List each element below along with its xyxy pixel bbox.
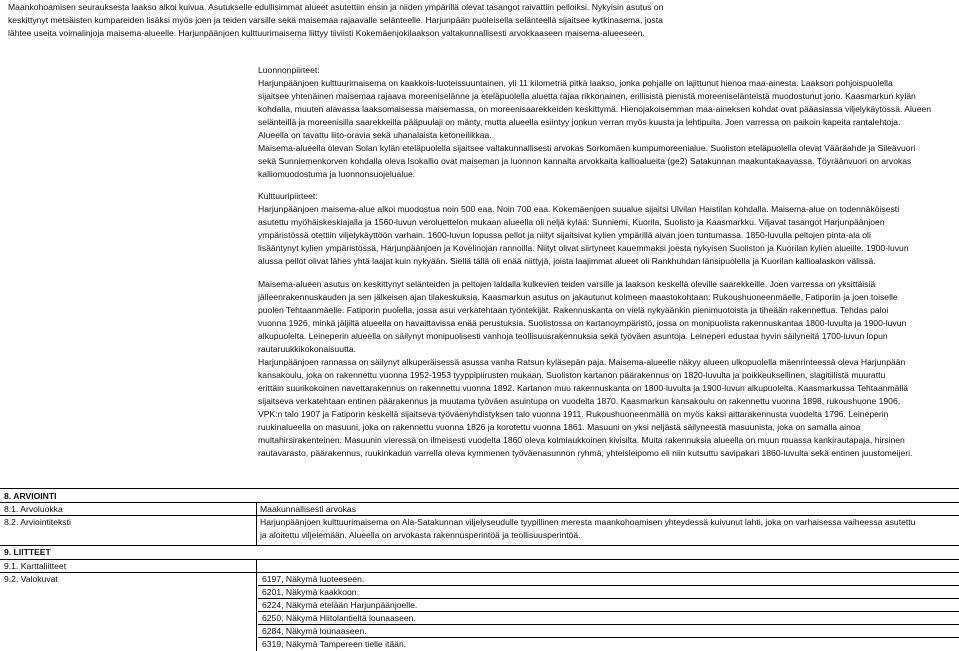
table-rule [258,637,959,638]
value-class-label: 8.1. Arvoluokka [4,504,63,514]
text-line: Maisema-alueella olevan Solan kylän eteläpuolella sijaitsee valtakunnallisesti arvokas Sorkomäen kumpumoreenialue. Suoliston eteläpuolella olevat Vääräahde ja Sileävuori [258,143,916,153]
text-line: vuonna 1926, minkä jäljiltä alueella on havaittavissa enää perustuksia. Suolistossa on kartanoympäristö, jossa on monipuolista rakennuskantaa 1800-luvulta ja 1900-luvun [258,318,907,328]
table-column-divider [256,502,257,545]
text-line: sijaitseva verkatehtaan entinen päärakennus ja muutama työväen asuintupa on vuodelta 1870. Kaasmarkun kansakoulu on rakennettu vuonna 1898, rukoushuone 1906, [258,396,901,406]
text-line: Harjunpäänjoen kulttuurimaisema on kaakkois-luoteissuuntainen, yli 11 kilometriä pitkä laakso, jonka pohjalle on lajittunut hienoa maa-ainesta. Laakson pohjoispuolella [258,78,893,88]
text-line: kansakoulu, joka on rakennettu vuonna 1952-1953 tyyppipiirusten mukaan. Suoliston kartanon päärakennus on 1820-luvulta ja poikkeuksellinen, slagitiilistä muurattu [258,370,886,380]
text-line: lähtee useita voimalinjoja maisema-alueelle. Harjunpäänjoen kulttuurimaisema liittyy tiiviisti Kokemäenjokilaakson valtakunnallisesti arvokkaaseen maisema-alueeseen. [8,28,645,38]
text-line: sekä Sunniemenkorven kohdalla oleva Isokallio ovat maiseman ja luonnon kannalta arvokkaita kallioalueita (ge2) Satakunnan maakuntakaavassa. Töyräänvuori on arvokas [258,156,912,166]
photo-item: 6224, Näkymä etelään Harjunpäänjoelle. [262,600,418,610]
text-line: rautaruukkikokonaisuutta. [258,344,356,354]
value-class-value: Maakunnallisesti arvokas [260,504,357,514]
text-line: selänteillä ja moreenisilla saarekkeilla pääpuulaji on mänty, mutta alueella esiintyy jonkun verran myös kuusta ja lehtipuita. Joen varressa on paikoin kapeita rantalehtoja. [258,117,901,127]
photo-item: 6197, Näkymä luoteeseen. [262,574,365,584]
evaluation-text-line: Harjunpäänjoen kulttuurimaisema on Ala-Satakunnan viljelyseudulle tyypillinen meresta maankohoamisen yhteydessä kuivunut lahti, joka on varhaisessa vaiheessa asutettu [260,517,916,527]
text-line: kohdalla, muuten alavassa laaksomaisessa maisemassa, on moreenisaarekkeiden keskittymä. Hienojakoisemman maa-aineksen kohdat ovat pääasiassa viljelykäytössä. Alueen [258,104,932,114]
section-heading: Luonnonpiirteet: [258,65,320,75]
photos-label: 9.2. Valokuvat [4,574,58,584]
text-line: asutettu myöhäiskeskiajalla ja 1560-luvun veroluettelon mukaan alueella oli neljä kylää: Sunniemi, Kuorila, Suolisto ja Kaasmarkku. Viljavat tasangot Harjunpäänjoen [258,217,885,227]
text-line: jälleenrakennuskauden ja sen jälkeisen ajan tilakeskuksia. Kaasmarkun asutus on jakautunut kolmeen maastokohtaan: Rukoushuoneenmäelle, Fatiporiin ja joen toiselle [258,292,898,302]
nature-features-section [258,64,958,181]
section-heading: Kulttuuripiirteet: [258,191,318,201]
text-line: Maisema-alueen asutus on keskittynyt selänteiden ja peltojen laidalla kulkevien teiden varsille ja laakson keskellä oleville saarekkeille. Joen varressa on yksittäisiä [258,279,876,289]
text-line: sijaitsee yhtenäinen maisemaa rajaava moreeniselänne ja eteläpuolella aluetta rajaa rikkonainen, erillisistä pienistä moreeniselänteistä muodostunut jono. Kaasmarkun kylän [258,91,916,101]
text-line: rautavarasto, päärakennus, ruukinkadun varrella oleva kymmenen työväenasunnon ryhmä, yhteisleipomo eli niin kutsuttu savipakari 1860-luvulta sekä entinen juustomeijeri. [258,448,913,458]
text-line: ruukinalueella on masuuni, joka on rakennettu vuonna 1826 ja korotettu vuonna 1861. Masuuni on yksi neljästä säilyneestä masuunista, joka on samalla ainoa [258,422,861,432]
text-line: multahirsirakenteinen. Masuunin vieressä on ilmeisesti vuodelta 1860 oleva kolmiaukkoinen kivisilta. Muita rakennuksia alueella on muun muassa kankirautapaja, hirsinen [258,435,905,445]
table-row [0,516,959,543]
text-line: Maankohoamisen seurauksesta laakso alkoi kuivua. Asutukselle edullisimmat alueet asutettiin ensin ja niiden ympärillä olevat tasangot raivattiin pelloiksi. Nykyisin asutus on [8,2,664,12]
table-rule [258,611,959,612]
culture-features-section [258,190,958,268]
text-line: lisääntynyt kylien ympäristössä, Harjunpäänjoen ja Kovelinojan rannoilla. Niityt olivat siirtyneet kauemmaksi joesta nykyisen Suoliston ja Kuorilan kylien alueille. 1900-luvun [258,243,909,253]
text-line: puolen Tehtaanmäelle. Fatiporin puolella, jossa asui verkatehtaan työntekijät. Rakennuskanta on vielä nykyäänkin pienimuotoista ja tiheään rakennettua. Tehdas paloi [258,305,889,315]
photo-item: 6201, Näkymä kaakkoon. [262,587,359,597]
text-line: kalliomuodostuma ja luonnonsuojelualue. [258,169,416,179]
photo-item: 6319, Näkymä Tampereen tielle itään. [262,639,407,649]
text-line: Harjunpäänjoen maisema-alue alkoi muodostua noin 500 eaa. Noin 700 eaa. Kokemäenjoen suualue sijaitsi Ulvilan Haistilan kohdalla. Maisema-alue on todennäköisesti [258,204,900,214]
photo-item: 6284, Näkymä lounaaseen. [262,626,367,636]
evaluation-text-label: 8.2. Arviointiteksti [4,517,71,527]
photo-item: 6250, Näkymä Hiitolantieltä lounaaseen. [262,613,416,623]
map-attachments-label: 9.1. Karttaliitteet [4,561,67,571]
table-rule [258,624,959,625]
table-column-divider [256,559,257,651]
text-line: Harjunpäänjoen rannassa on säilynyt alkuperäisessä asussa vanha Ratsun kyläsepän paja. Maisema-alueelle näkyy alueen ulkopuolella mäenrinteessä oleva Harjunpään [258,357,906,367]
table-rule [258,598,959,599]
text-line: keskittynyt metsäisten kumpareiden lisäksi myös joen ja teiden varsille sekä maisemaa rajaavalle selänteelle. Harjunpään puoleisella selänteellä sijaitsee kytkinasema, josta [8,15,663,25]
text-line: alussa pellot olivat lähes yhtä laajat kuin nykyään. Siellä tällä oli enää niittyjä, joista laajimmat alueet oli Rankhuhdan länsipuolella ja Kuorilan kallioalaskon välissä. [258,256,876,266]
evaluation-heading: 8. ARVIOINTI [4,491,57,501]
table-rule [258,585,959,586]
settlement-section [258,278,958,460]
text-line: VPK:n talo 1907 ja Fatiporin keskellä sijaitseva työväenyhdistyksen talo vuonna 1911. Rukoushuoneenmällä on myös kaksi aittarakennusta vuodelta 1796. Leineperin [258,409,889,419]
table-rule [0,488,959,489]
intro-paragraph [8,1,956,40]
evaluation-text-line: ja aloitettu viljelemään. Alueella on arvokasta rakennusperintöä ja teollisuusperintöä. [260,530,581,540]
text-line: Alueella on tavattu liito-oravia sekä uhanalaista ketoneilikkaa. [258,130,492,140]
attachments-heading: 9. LIITTEET [4,547,51,557]
text-line: ympäristössä otettiin viljelykäyttöön varhain. 1600-luvun lopussa pellot ja niityt sijaitsivat kylien ympärillä aivan joen tuntumassa. 1850-luvulla peltojen pinta-ala oli [258,230,871,240]
table-row [0,546,959,559]
text-line: alkupuolelta. Leineperin alueella on säilynyt monipuolisesti vanhoja teollisuusrakennuksia sekä työväen asuntoja. Leineperi edustaa hyvin säilyneitä 1700-luvun lopun [258,331,888,341]
text-line: erittäin suurikokoinen navettarakennus on rakennettu vuonna 1892. Kartanon muu rakennuskanta on 1800-luvulta ja 1900-luvun alkupuolelta. Kaasmarkussa Tehtaanmällä [258,383,909,393]
